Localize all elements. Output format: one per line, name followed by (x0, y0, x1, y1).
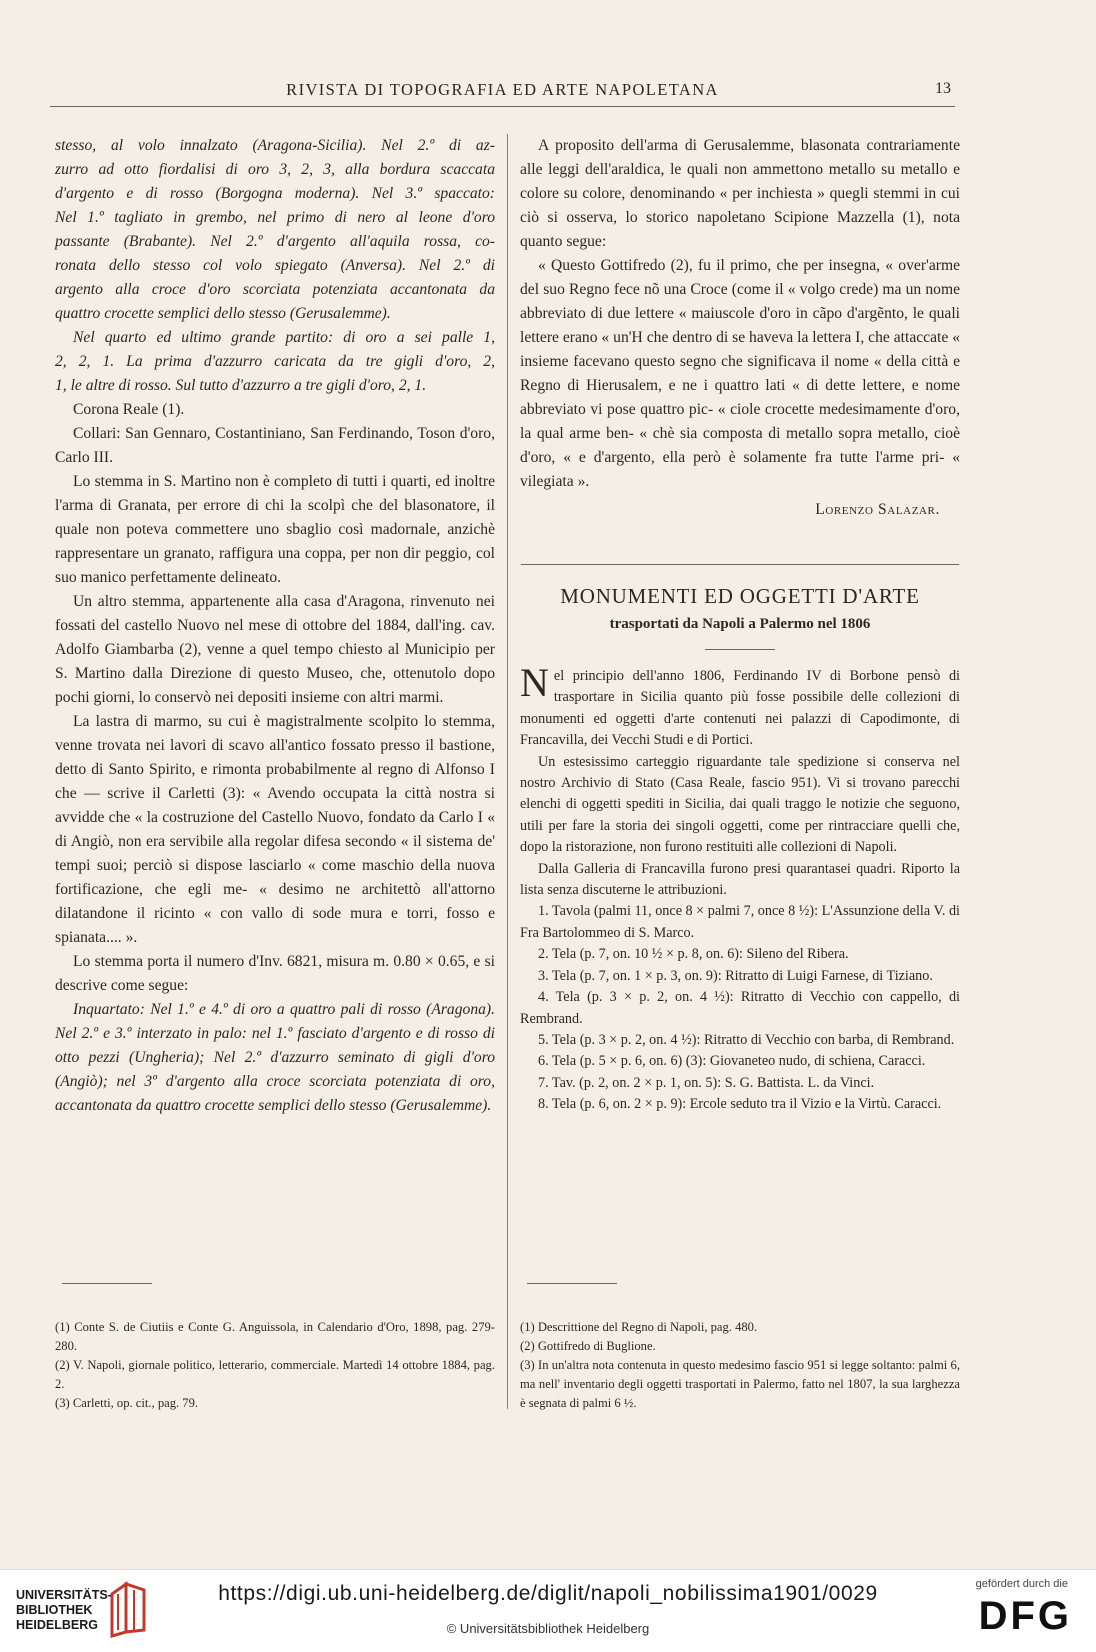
funded-by-label: gefördert durch die (975, 1578, 1068, 1590)
text-line: 2, 2, 1. La prima d'azzurro caricata da tre gigli d'oro, 2, (55, 353, 495, 370)
library-name-line: BIBLIOTHEK (16, 1603, 93, 1617)
footnote: (3) Carletti, op. cit., pag. 79. (55, 1396, 199, 1410)
paragraph-inventario: Lo stemma porta il numero d'Inv. 6821, misura m. 0.80 × 0.65, e si descrive come segue: (55, 953, 495, 994)
paragraph-altro-stemma: Un altro stemma, appartenente alla casa d'Aragona, rinvenuto nei fossati del castello Nuovo nel mese di ottobre del 1884, dall'ing. cav. Adolfo Giambarba (2), venne a quel tempo chiesto al Municipio per S. Martino dalla Direzione di questo Museo, che, ottenutolo dopo pochi giorni, lo conservò nei depositi insieme con altri marmi. (55, 593, 495, 706)
list-item: 5. Tela (p. 3 × p. 2, on. 4 ½): Ritratto di Vecchio con barba, di Rembrand. (538, 1031, 955, 1048)
footnote: (1) Descrittione del Regno di Napoli, pag. 480. (520, 1320, 758, 1334)
list-item: 3. Tela (p. 7, on. 1 × p. 3, on. 9): Ritratto di Luigi Farnese, di Tiziano. (538, 967, 933, 984)
paragraph-stemma: Lo stemma in S. Martino non è completo di tutti i quarti, ed inoltre l'arma di Granata, per errore di chi la scolpì che del blasonatore, il quale non poteva commettere uno sbaglio così madornale, anzichè rappresentare un granato, raffigura una coppa, per non dir peggio, col suo manico perfettamente delineato. (55, 473, 495, 586)
copyright-notice: © Universitätsbibliothek Heidelberg (446, 1621, 650, 1636)
blazon-text (55, 134, 495, 398)
text-line: passante (Brabante). Nel 2.º d'argento all'aquila rossa, co- (55, 233, 495, 250)
author-signature: Lorenzo Salazar. (815, 501, 940, 518)
right-column (520, 134, 960, 1116)
library-name-line: HEIDELBERG (16, 1618, 98, 1632)
paragraph-collari: Collari: San Gennaro, Costantiniano, San Ferdinando, Toson d'oro, Carlo III. (55, 425, 495, 466)
paragraph-lastra: La lastra di marmo, su cui è magistralmente scolpito lo stemma, venne trovata nei lavori di scavo all'antico fossato presso il bastione, detto di Santo Spirito, e rimonta probabilmente al regno di Alfonso I che — scrive il Carletti (3): « Avendo occupata la città nostra si avvidde che « la costruzione del Castello Nuovo, fondato da Carlo I « di Angiò, non era servibile alla regolar difesa secondo « il sistema de' tempi suoi; perciò si dispose lasciarlo « come maschio della nuova fortificazione, che egli me- « desimo ne architettò all'attorno dilatandone il ricinto « con vallo di sode mura e torri, fosso e spianata.... ». (55, 713, 495, 946)
footnotes-right (520, 1318, 960, 1413)
text-line: quattro crocette semplici dello stesso (Gerusalemme). (55, 305, 391, 322)
footnote-rule-left (62, 1283, 152, 1284)
text-line: d'argento e di rosso (Borgogna moderna). Nel 3.º spaccato: (55, 185, 495, 202)
footnote: (2) Gottifredo di Buglione. (520, 1339, 656, 1353)
permalink-url[interactable]: https://digi.ub.uni-heidelberg.de/diglit/napoli_nobilissima1901/0029 (218, 1582, 878, 1605)
text-line: zurro ad otto fiordalisi di oro 3, 2, 3, alla bordura scaccata (55, 161, 495, 178)
digital-library-footer (0, 1569, 1096, 1652)
drop-cap: N (520, 660, 550, 705)
paragraph-quotation: « Questo Gottifredo (2), fu il primo, che per insegna, « over'arme del suo Regno fece nõ una Croce (come il « volgo crede) ma un nome abbreviato di due lettere « maiuscole d'oro in cãpo d'argẽnto, le quali lettere erano « un'H che dentro di se haveva la lettera I, che attaccate « insieme facevano questo segno che significava il nome « della città e Regno di Hierusalem, e ne i quattro lati « di dette lettere, e nome abbreviato vi pose quattro pic- « ciole crocette medesimamente d'oro, la qual arme ben- « chè sia composta di metallo sopra metallo, cioè d'oro, « e d'argento, ella però è solamente fra tutte l'arme pri- « vilegiata ». (520, 257, 960, 490)
paragraph-corona: Corona Reale (1). (73, 401, 185, 418)
library-name-line: UNIVERSITÄTS- (16, 1588, 112, 1602)
text-line: Nel 1.º tagliato in grembo, nel primo di nero al leone d'oro (55, 209, 495, 226)
short-divider (705, 649, 775, 650)
list-item: 1. Tavola (palmi 11, once 8 × palmi 7, once 8 ½): L'Assunzione della V. di Fra Bartolommeo di S. Marco. (520, 903, 960, 941)
paragraph-inquartato: Inquartato: Nel 1.º e 4.º di oro a quattro pali di rosso (Aragona). Nel 2.º e 3.º interzato in palo: nel 1.º fasciato d'argento e di rosso di otto pezzi (Ungheria); Nel 2.º d'azzurro seminato di gigli d'oro (Angiò); nel 3º d'argento alla croce scorciata potenziata di oro, accantonata da quattro crocette semplici dello stesso (Gerusalemme). (55, 1001, 495, 1114)
article-body (520, 660, 960, 1116)
list-item: 7. Tav. (p. 2, on. 2 × p. 1, on. 5): S. G. Battista. L. da Vinci. (538, 1074, 875, 1091)
dfg-logo[interactable]: DFG (978, 1594, 1072, 1638)
footnote-rule-right (527, 1283, 617, 1284)
text-line: ronata dello stesso col volo spiegato (Anversa). Nel 2.º di (55, 257, 495, 274)
section-divider (521, 564, 959, 565)
footnote: (3) In un'altra nota contenuta in questo medesimo fascio 951 si legge soltanto: palmi 6, ma nell' inventario degli oggetti trasportati in Palermo, fatto nel 1807, la sua larghezza è segnata di palmi 6 ½. (520, 1358, 960, 1410)
footnote: (2) V. Napoli, giornale politico, letterario, commerciale. Martedì 14 ottobre 1884, pag. 2. (55, 1358, 495, 1391)
paragraph-proposito: A proposito dell'arma di Gerusalemme, blasonata contrariamente alle leggi dell'araldica, le quali non ammettono metallo su metallo e colore su colore, denominando « per inchiesta » quegli stemmi in cui ciò si osserva, lo storico napoletano Scipione Mazzella (1), nota quanto segue: (520, 137, 960, 250)
journal-title: RIVISTA DI TOPOGRAFIA ED ARTE NAPOLETANA (286, 80, 719, 99)
intro-text: el principio dell'anno 1806, Ferdinando IV di Borbone pensò di trasportare in Sicilia quanto più fosse possibile delle collezioni di monumenti ed oggetti d'arte contenuti nei palazzi di Capodimonte, di Francavilla, dei Vecchi Studi e di Portici. (520, 668, 960, 749)
section-title: MONUMENTI ED OGGETTI D'ARTE (560, 584, 920, 608)
paragraph-carteggio: Un estesissimo carteggio riguardante tale spedizione si conserva nel nostro Archivio di Stato (Casa Reale, fascio 951). Vi si trovano parecchi elenchi di oggetti spediti in Sicilia, dai quali traggo le notizie che seguono, utili per fare la storia dei singoli oggetti, come per rintracciare quelli che, dopo la ristorazione, non furono restituiti alle collezioni di Napoli. (520, 753, 960, 856)
paragraph-intro (520, 660, 960, 752)
page-number: 13 (935, 80, 951, 97)
column-divider (507, 134, 508, 1409)
text-line: Nel quarto ed ultimo grande partito: di oro a sei palle 1, (73, 329, 495, 346)
text-line: argento alla croce d'oro scorciata potenziata accantonata da (55, 281, 495, 298)
list-item: 6. Tela (p. 5 × p. 6, on. 6) (3): Giovaneteo nudo, di schiena, Caracci. (538, 1053, 926, 1070)
paragraph-galleria: Dalla Galleria di Francavilla furono presi quarantasei quadri. Riporto la lista senza discuterne le attribuzioni. (520, 860, 960, 899)
footnotes-left (55, 1318, 495, 1413)
section-subtitle: trasportati da Napoli a Palermo nel 1806 (609, 616, 871, 632)
list-item: 8. Tela (p. 6, on. 2 × p. 9): Ercole seduto tra il Vizio e la Virtù. Caracci. (538, 1096, 942, 1113)
running-head (50, 76, 955, 107)
list-item: 4. Tela (p. 3 × p. 2, on. 4 ½): Ritratto di Vecchio con cappello, di Rembrand. (520, 989, 960, 1027)
footnote: (1) Conte S. de Ciutiis e Conte G. Anguissola, in Calendario d'Oro, 1898, pag. 279-280. (55, 1320, 495, 1353)
text-line: stesso, al volo innalzato (Aragona-Sicilia). Nel 2.º di az- (55, 137, 495, 154)
text-line: 1, le altre di rosso. Sul tutto d'azzurro a tre gigli d'oro, 2, 1. (55, 377, 427, 394)
left-column (55, 134, 495, 1118)
list-item: 2. Tela (p. 7, on. 10 ½ × p. 8, on. 6): Sileno del Ribera. (538, 946, 849, 963)
